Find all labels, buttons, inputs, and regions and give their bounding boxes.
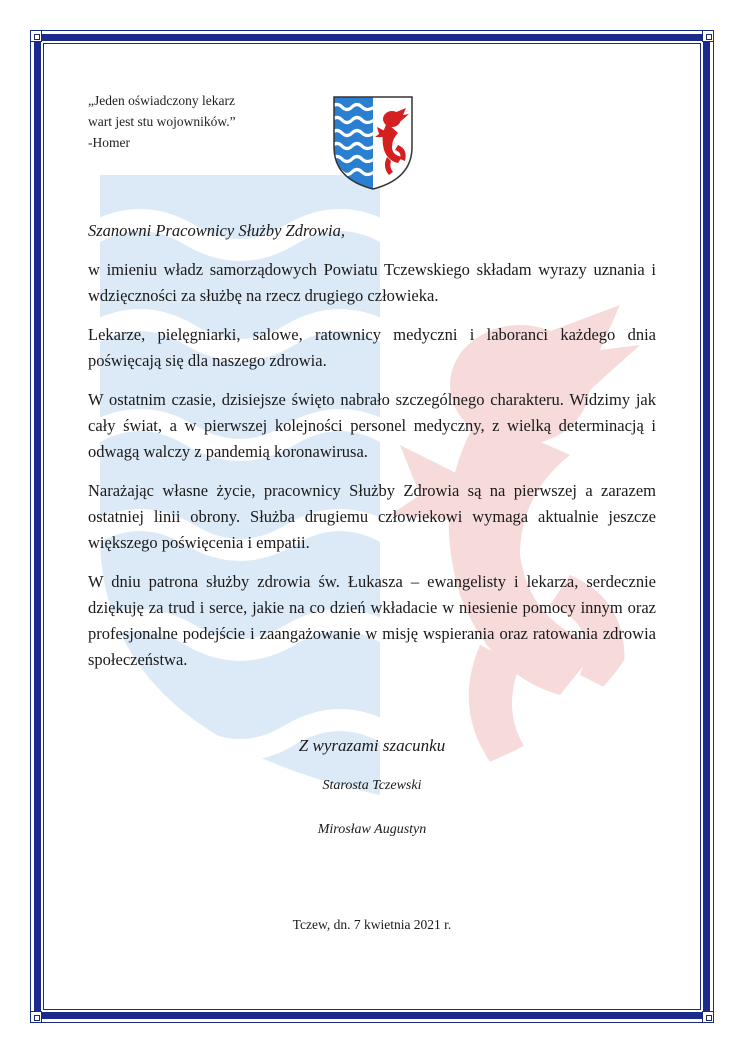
frame-corner-top-right xyxy=(702,30,714,42)
frame-corner-bottom-left xyxy=(30,1011,42,1023)
frame-corner-top-left xyxy=(30,30,42,42)
paragraph-3: W ostatnim czasie, dzisiejsze święto nabrało szczególnego charakteru. Widzimy jak cały świat, a w pierwszej kolejności personel medyczny, z wielką determinacją i odwagą walczy z pandemią koronawirusa. xyxy=(88,390,656,461)
paragraph-1: w imieniu władz samorządowych Powiatu Tczewskiego składam wyrazy uznania i wdzięczności za służbę na rzecz drugiego człowieka. xyxy=(88,260,656,305)
coat-of-arms-icon xyxy=(332,95,414,191)
signatory-title: Starosta Tczewski xyxy=(322,778,422,793)
frame-corner-bottom-right xyxy=(702,1011,714,1023)
quote-line-1: „Jeden oświadczony lekarz xyxy=(88,93,235,108)
paragraph-5: W dniu patrona służby zdrowia św. Łukasza – ewangelisty i lekarza, serdecznie dziękuję za trud i serce, jakie na co dzień wkładacie w niesienie pomocy innym oraz profesjonalne podejście i zaangażowanie w misję wspierania oraz ratowania zdrowia społeczeństwa. xyxy=(88,572,656,669)
quote-line-2: wart jest stu wojowników.” xyxy=(88,114,236,129)
letter-body xyxy=(88,257,656,686)
closing-regards: Z wyrazami szacunku xyxy=(298,736,446,755)
salutation: Szanowni Pracownicy Służby Zdrowia, xyxy=(88,221,345,240)
quote-author: -Homer xyxy=(88,135,130,150)
motto-quote xyxy=(88,90,308,153)
letter-date: Tczew, dn. 7 kwietnia 2021 r. xyxy=(292,917,452,932)
paragraph-2: Lekarze, pielęgniarki, salowe, ratownicy medyczni i laboranci każdego dnia poświęcają się dla naszego zdrowia. xyxy=(88,325,656,370)
signatory-name: Mirosław Augustyn xyxy=(317,822,427,837)
paragraph-4: Narażając własne życie, pracownicy Służby Zdrowia są na pierwszej a zarazem ostatniej linii obrony. Służba drugiemu człowiekowi wymaga aktualnie jeszcze większego poświęcenia i empatii. xyxy=(88,481,656,552)
